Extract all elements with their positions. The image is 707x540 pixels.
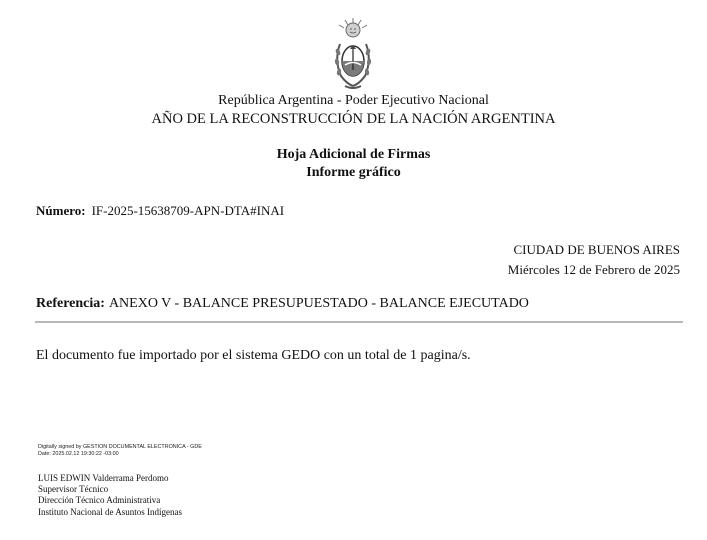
signer-office: Dirección Técnico Administrativa — [38, 495, 161, 506]
location-city: CIUDAD DE BUENOS AIRES — [513, 242, 680, 257]
signer-name: LUIS EDWIN Valderrama Perdomo — [38, 473, 169, 483]
argentina-coat-of-arms-icon — [331, 16, 375, 92]
digital-signature-date: Date: 2025.02.12 19:30:22 -03:00 — [38, 451, 119, 457]
document-number — [36, 203, 284, 219]
body-text: El documento fue importado por el sistema GEDO con un total de 1 pagina/s. — [36, 348, 471, 363]
digital-signature-by: Digitally signed by GESTION DOCUMENTAL ELECTRONICA - GDE — [38, 444, 202, 450]
document-number-label: Número: — [36, 203, 86, 218]
reference-value: ANEXO V - BALANCE PRESUPUESTADO - BALANCE EJECUTADO — [108, 296, 529, 311]
reference — [36, 296, 529, 312]
document-title: Hoja Adicional de Firmas — [276, 147, 431, 162]
signer-block — [38, 473, 182, 518]
document-subtitle: Informe gráfico — [306, 165, 401, 180]
document-date: Miércoles 12 de Febrero de 2025 — [507, 262, 680, 277]
document-number-value: IF-2025-15638709-APN-DTA#INAI — [91, 203, 285, 218]
signer-institution: Instituto Nacional de Asuntos Indígenas — [38, 506, 182, 517]
divider — [35, 321, 683, 323]
reference-label: Referencia: — [36, 296, 105, 311]
header-government-line: República Argentina - Poder Ejecutivo Nacional — [218, 93, 489, 108]
signer-role: Supervisor Técnico — [38, 484, 109, 495]
header-year-motto: AÑO DE LA RECONSTRUCCIÓN DE LA NACIÓN ARGENTINA — [151, 111, 556, 127]
